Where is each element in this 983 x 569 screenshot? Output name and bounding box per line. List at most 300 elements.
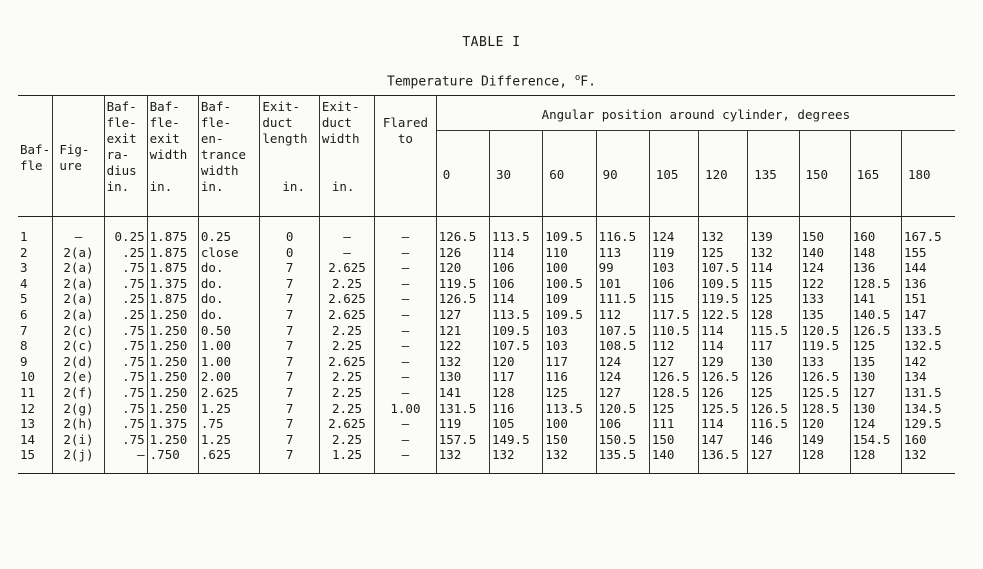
temp-cell-90: 106 (596, 416, 649, 432)
exit-width-cell: 1.875 (147, 291, 198, 307)
temp-cell-0: 126 (436, 245, 489, 261)
exit-radius-cell: .75 (104, 401, 147, 417)
temp-cell-120: 132 (699, 217, 748, 245)
temp-cell-60: 109 (543, 291, 596, 307)
exit-radius-cell: 0.25 (104, 217, 147, 245)
figure-cell: 2(e) (53, 369, 104, 385)
temp-cell-150: 125.5 (799, 385, 850, 401)
duct-width-cell: 2.25 (319, 432, 374, 448)
temp-cell-135: 126.5 (748, 401, 799, 417)
figure-cell: 2(j) (53, 447, 104, 473)
temp-cell-60: 100.5 (543, 276, 596, 292)
temp-cell-150: 122 (799, 276, 850, 292)
temp-cell-90: 113 (596, 245, 649, 261)
temp-cell-150: 124 (799, 260, 850, 276)
temp-cell-60: 113.5 (543, 401, 596, 417)
duct-length-cell: 7 (260, 338, 319, 354)
baffle-cell: 3 (18, 260, 53, 276)
temp-cell-90: 150.5 (596, 432, 649, 448)
temp-cell-0: 119 (436, 416, 489, 432)
table-row (18, 385, 955, 401)
temp-cell-120: 126.5 (699, 369, 748, 385)
temp-cell-60: 132 (543, 447, 596, 473)
temp-cell-120: 122.5 (699, 307, 748, 323)
temp-cell-135: 125 (748, 291, 799, 307)
temp-cell-0: 132 (436, 447, 489, 473)
exit-width-cell: 1.875 (147, 217, 198, 245)
exit-width-cell: 1.250 (147, 401, 198, 417)
temp-cell-165: 126.5 (850, 323, 901, 339)
table-row (18, 432, 955, 448)
temp-cell-150: 149 (799, 432, 850, 448)
temp-cell-120: 107.5 (699, 260, 748, 276)
header-duct-width: Exit- duct width in. (319, 96, 374, 217)
duct-length-cell: 7 (260, 369, 319, 385)
temp-cell-180: 155 (904, 244, 927, 260)
temp-cell-135: 132 (748, 245, 799, 261)
temp-cell-0: 130 (436, 369, 489, 385)
temp-cell-165: 127 (850, 385, 901, 401)
table-row (18, 447, 955, 473)
flared-to-cell: – (375, 385, 437, 401)
figure-cell: 2(c) (53, 338, 104, 354)
temp-cell-135: 116.5 (748, 416, 799, 432)
temp-cell-180: 167.5 (904, 229, 942, 244)
temp-cell-30: 120 (489, 354, 542, 370)
temp-cell-180: 151 (904, 291, 927, 307)
figure-cell: 2(h) (53, 416, 104, 432)
table-subtitle (0, 73, 983, 89)
exit-radius-cell: .75 (104, 354, 147, 370)
header-angle-60: 60 (543, 131, 596, 217)
table-row (18, 338, 955, 354)
baffle-cell: 1 (18, 217, 53, 245)
duct-length-cell: 7 (260, 354, 319, 370)
temp-cell-165: 148 (850, 245, 901, 261)
header-angle-135: 135 (748, 131, 799, 217)
duct-width-cell: 2.25 (319, 401, 374, 417)
baffle-cell: 11 (18, 385, 53, 401)
header-exit-width: Baf- fle- exit width in. (147, 96, 198, 217)
duct-length-cell: 7 (260, 260, 319, 276)
duct-length-cell: 0 (260, 245, 319, 261)
entrance-width-cell: close (198, 245, 260, 261)
temp-cell-120: 129 (699, 354, 748, 370)
temp-cell-150: 135 (799, 307, 850, 323)
temp-cell-30: 109.5 (489, 323, 542, 339)
baffle-cell: 5 (18, 291, 53, 307)
figure-cell: 2(d) (53, 354, 104, 370)
entrance-width-cell: 1.00 (198, 354, 260, 370)
exit-radius-cell: .75 (104, 369, 147, 385)
temp-cell-180: 144 (904, 260, 927, 276)
temp-cell-165: 128.5 (850, 276, 901, 292)
table-row (18, 291, 955, 307)
header-angle-180: 180 (902, 131, 956, 217)
exit-width-cell: 1.250 (147, 338, 198, 354)
temp-cell-60: 150 (543, 432, 596, 448)
exit-width-cell: 1.250 (147, 323, 198, 339)
temp-cell-135: 115.5 (748, 323, 799, 339)
temp-cell-180: 160 (904, 431, 927, 447)
duct-width-cell: 2.25 (319, 369, 374, 385)
temp-cell-165: 128 (850, 447, 901, 473)
table-row (18, 276, 955, 292)
figure-cell: 2(c) (53, 323, 104, 339)
entrance-width-cell: 2.00 (198, 369, 260, 385)
temp-cell-30: 113.5 (489, 217, 542, 245)
temp-cell-150: 119.5 (799, 338, 850, 354)
temp-cell-150: 150 (799, 217, 850, 245)
exit-radius-cell: .25 (104, 291, 147, 307)
baffle-cell: 8 (18, 338, 53, 354)
temp-cell-105: 106 (649, 276, 698, 292)
entrance-width-cell: do. (198, 307, 260, 323)
flared-to-cell: – (375, 260, 437, 276)
entrance-width-cell: do. (198, 260, 260, 276)
exit-radius-cell: .75 (104, 385, 147, 401)
table-row (18, 245, 955, 261)
temp-cell-0: 127 (436, 307, 489, 323)
figure-cell: – (53, 217, 104, 245)
temperature-table (18, 95, 955, 474)
table-row (18, 416, 955, 432)
temp-cell-180: 132 (902, 447, 956, 473)
temp-cell-0: 141 (436, 385, 489, 401)
temp-cell-135: 114 (748, 260, 799, 276)
temp-cell-120: 136.5 (699, 447, 748, 473)
temp-cell-150: 133 (799, 291, 850, 307)
temp-cell-120: 114 (699, 323, 748, 339)
header-angle-0: 0 (436, 131, 489, 217)
exit-width-cell: 1.250 (147, 369, 198, 385)
temp-cell-150: 128.5 (799, 401, 850, 417)
temp-cell-105: 111 (649, 416, 698, 432)
entrance-width-cell: 2.625 (198, 385, 260, 401)
exit-width-cell: 1.375 (147, 276, 198, 292)
temp-cell-30: 149.5 (489, 432, 542, 448)
duct-length-cell: 7 (260, 385, 319, 401)
table-title: TABLE I (462, 35, 521, 50)
temp-cell-60: 116 (543, 369, 596, 385)
header-exit-radius: Baf- fle- exit ra- dius in. (104, 96, 147, 217)
exit-radius-cell: – (104, 447, 147, 473)
exit-width-cell: 1.375 (147, 416, 198, 432)
duct-width-cell: 1.25 (319, 447, 374, 473)
flared-to-cell: – (375, 307, 437, 323)
table-row (18, 369, 955, 385)
header-duct-length: Exit- duct length in. (260, 96, 319, 217)
exit-width-cell: 1.875 (147, 260, 198, 276)
flared-to-cell: – (375, 447, 437, 473)
temp-cell-0: 119.5 (436, 276, 489, 292)
temp-cell-90: 120.5 (596, 401, 649, 417)
temp-cell-105: 125 (649, 401, 698, 417)
duct-length-cell: 7 (260, 447, 319, 473)
temp-cell-0: 131.5 (436, 401, 489, 417)
temp-cell-30: 106 (489, 260, 542, 276)
exit-radius-cell: .75 (104, 432, 147, 448)
temp-cell-90: 127 (596, 385, 649, 401)
header-angle-105: 105 (649, 131, 698, 217)
temp-cell-30: 105 (489, 416, 542, 432)
temp-cell-135: 139 (748, 217, 799, 245)
temp-cell-30: 132 (489, 447, 542, 473)
table-body (18, 217, 955, 474)
header-baffle: Baf- fle (18, 96, 53, 217)
entrance-width-cell: do. (198, 291, 260, 307)
baffle-cell: 2 (18, 245, 53, 261)
temp-cell-150: 128 (799, 447, 850, 473)
baffle-cell: 7 (18, 323, 53, 339)
header-angle-90: 90 (596, 131, 649, 217)
temp-cell-105: 128.5 (649, 385, 698, 401)
temp-cell-30: 107.5 (489, 338, 542, 354)
exit-radius-cell: .75 (104, 416, 147, 432)
figure-cell: 2(a) (53, 245, 104, 261)
figure-cell: 2(a) (53, 291, 104, 307)
temp-cell-30: 106 (489, 276, 542, 292)
figure-cell: 2(i) (53, 432, 104, 448)
temp-cell-150: 120 (799, 416, 850, 432)
temp-cell-180: 129.5 (904, 416, 942, 432)
temp-cell-120: 109.5 (699, 276, 748, 292)
temp-cell-165: 160 (850, 217, 901, 245)
subtitle-unit: F. (580, 74, 596, 90)
table-row (18, 401, 955, 417)
temp-cell-180: 131.5 (904, 384, 942, 400)
temp-cell-0: 126.5 (436, 291, 489, 307)
temp-cell-135: 128 (748, 307, 799, 323)
duct-width-cell: 2.625 (319, 416, 374, 432)
flared-to-cell: – (375, 276, 437, 292)
temp-cell-180: 147 (904, 306, 927, 322)
temp-cell-60: 100 (543, 416, 596, 432)
flared-to-cell: – (375, 291, 437, 307)
exit-width-cell: 1.875 (147, 245, 198, 261)
temp-cell-165: 135 (850, 354, 901, 370)
temp-cell-150: 126.5 (799, 369, 850, 385)
duct-length-cell: 7 (260, 323, 319, 339)
temp-cell-165: 130 (850, 369, 901, 385)
temp-cell-90: 108.5 (596, 338, 649, 354)
temp-cell-105: 124 (649, 217, 698, 245)
temp-cell-180: 133.5 (904, 322, 942, 338)
temp-cell-105: 127 (649, 354, 698, 370)
duct-width-cell: 2.625 (319, 291, 374, 307)
temp-cell-120: 125.5 (699, 401, 748, 417)
temp-cell-0: 121 (436, 323, 489, 339)
exit-radius-cell: .75 (104, 276, 147, 292)
temp-cell-30: 117 (489, 369, 542, 385)
duct-width-cell: 2.25 (319, 276, 374, 292)
temp-cell-120: 119.5 (699, 291, 748, 307)
flared-to-cell: – (375, 245, 437, 261)
baffle-cell: 14 (18, 432, 53, 448)
temp-cell-105: 117.5 (649, 307, 698, 323)
entrance-width-cell: 1.00 (198, 338, 260, 354)
exit-width-cell: .750 (147, 447, 198, 473)
flared-to-cell: – (375, 416, 437, 432)
figure-cell: 2(a) (53, 260, 104, 276)
temp-cell-0: 122 (436, 338, 489, 354)
duct-length-cell: 7 (260, 307, 319, 323)
entrance-width-cell: 1.25 (198, 401, 260, 417)
header-figure: Fig- ure (53, 96, 104, 217)
temp-cell-135: 127 (748, 447, 799, 473)
entrance-width-cell: 1.25 (198, 432, 260, 448)
temp-cell-165: 124 (850, 416, 901, 432)
baffle-cell: 10 (18, 369, 53, 385)
subtitle-text: Temperature Difference, (387, 74, 575, 90)
baffle-cell: 13 (18, 416, 53, 432)
temp-cell-120: 147 (699, 432, 748, 448)
exit-radius-cell: .75 (104, 260, 147, 276)
temp-cell-165: 130 (850, 401, 901, 417)
temp-cell-0: 157.5 (436, 432, 489, 448)
entrance-width-cell: do. (198, 276, 260, 292)
temp-cell-105: 140 (649, 447, 698, 473)
temp-cell-105: 103 (649, 260, 698, 276)
temp-cell-60: 103 (543, 323, 596, 339)
baffle-cell: 9 (18, 354, 53, 370)
temp-cell-165: 136 (850, 260, 901, 276)
exit-width-cell: 1.250 (147, 354, 198, 370)
temp-cell-135: 115 (748, 276, 799, 292)
header-angle-165: 165 (850, 131, 901, 217)
temp-cell-30: 114 (489, 245, 542, 261)
temp-cell-165: 125 (850, 338, 901, 354)
temp-cell-105: 115 (649, 291, 698, 307)
duct-length-cell: 7 (260, 291, 319, 307)
duct-length-cell: 7 (260, 416, 319, 432)
temp-cell-135: 117 (748, 338, 799, 354)
entrance-width-cell: .75 (198, 416, 260, 432)
temp-cell-105: 112 (649, 338, 698, 354)
temp-cell-60: 109.5 (543, 217, 596, 245)
flared-to-cell: 1.00 (375, 401, 437, 417)
exit-width-cell: 1.250 (147, 307, 198, 323)
table-row (18, 354, 955, 370)
temp-cell-105: 110.5 (649, 323, 698, 339)
baffle-cell: 12 (18, 401, 53, 417)
duct-width-cell: 2.25 (319, 385, 374, 401)
header-angle-150: 150 (799, 131, 850, 217)
temp-cell-180: 136 (904, 275, 927, 291)
exit-radius-cell: .75 (104, 338, 147, 354)
figure-cell: 2(f) (53, 385, 104, 401)
flared-to-cell: – (375, 338, 437, 354)
entrance-width-cell: .625 (198, 447, 260, 473)
temp-cell-90: 124 (596, 369, 649, 385)
temp-cell-60: 125 (543, 385, 596, 401)
temp-cell-120: 126 (699, 385, 748, 401)
degree-mark: o (574, 73, 581, 83)
baffle-cell: 6 (18, 307, 53, 323)
exit-width-cell: 1.250 (147, 432, 198, 448)
temp-cell-90: 99 (596, 260, 649, 276)
table-header (18, 96, 955, 217)
entrance-width-cell: 0.50 (198, 323, 260, 339)
baffle-cell: 15 (18, 447, 53, 473)
temp-cell-135: 126 (748, 369, 799, 385)
header-entrance-width: Baf- fle- en- trance width in. (198, 96, 260, 217)
temp-cell-90: 101 (596, 276, 649, 292)
table-row (18, 217, 955, 245)
temp-cell-120: 125 (699, 245, 748, 261)
duct-width-cell: – (319, 217, 374, 245)
table-row (18, 260, 955, 276)
duct-length-cell: 7 (260, 401, 319, 417)
duct-width-cell: 2.625 (319, 307, 374, 323)
temp-cell-105: 150 (649, 432, 698, 448)
temp-cell-60: 110 (543, 245, 596, 261)
duct-width-cell: 2.625 (319, 260, 374, 276)
temp-cell-30: 114 (489, 291, 542, 307)
header-flared-to: Flared to (375, 96, 437, 217)
temp-cell-60: 103 (543, 338, 596, 354)
temp-cell-60: 109.5 (543, 307, 596, 323)
temp-cell-60: 117 (543, 354, 596, 370)
baffle-cell: 4 (18, 276, 53, 292)
flared-to-cell: – (375, 354, 437, 370)
temp-cell-30: 113.5 (489, 307, 542, 323)
exit-radius-cell: .25 (104, 245, 147, 261)
temp-cell-0: 126.5 (436, 217, 489, 245)
entrance-width-cell: 0.25 (198, 217, 260, 245)
duct-width-cell: 2.25 (319, 338, 374, 354)
header-angle-120: 120 (699, 131, 748, 217)
temp-cell-90: 116.5 (596, 217, 649, 245)
temp-cell-150: 120.5 (799, 323, 850, 339)
flared-to-cell: – (375, 369, 437, 385)
temp-cell-120: 114 (699, 338, 748, 354)
temp-cell-135: 130 (748, 354, 799, 370)
exit-radius-cell: .25 (104, 307, 147, 323)
temp-cell-165: 154.5 (850, 432, 901, 448)
table-row (18, 307, 955, 323)
temp-cell-120: 114 (699, 416, 748, 432)
temp-cell-30: 128 (489, 385, 542, 401)
temp-cell-165: 140.5 (850, 307, 901, 323)
duct-width-cell: – (319, 245, 374, 261)
header-angular-position: Angular position around cylinder, degrees (436, 96, 955, 131)
table-row (18, 323, 955, 339)
temp-cell-60: 100 (543, 260, 596, 276)
temp-cell-150: 133 (799, 354, 850, 370)
duct-length-cell: 0 (260, 217, 319, 245)
header-angle-30: 30 (489, 131, 542, 217)
figure-cell: 2(a) (53, 276, 104, 292)
figure-cell: 2(a) (53, 307, 104, 323)
temp-cell-90: 124 (596, 354, 649, 370)
temp-cell-90: 107.5 (596, 323, 649, 339)
temp-cell-150: 140 (799, 245, 850, 261)
temp-cell-90: 135.5 (596, 447, 649, 473)
temp-cell-0: 120 (436, 260, 489, 276)
duct-length-cell: 7 (260, 276, 319, 292)
figure-cell: 2(g) (53, 401, 104, 417)
temp-cell-180: 134.5 (904, 400, 942, 416)
temp-cell-180: 134 (904, 369, 927, 385)
duct-length-cell: 7 (260, 432, 319, 448)
temp-cell-90: 112 (596, 307, 649, 323)
temp-cell-30: 116 (489, 401, 542, 417)
duct-width-cell: 2.625 (319, 354, 374, 370)
exit-width-cell: 1.250 (147, 385, 198, 401)
temp-cell-105: 126.5 (649, 369, 698, 385)
flared-to-cell: – (375, 217, 437, 245)
